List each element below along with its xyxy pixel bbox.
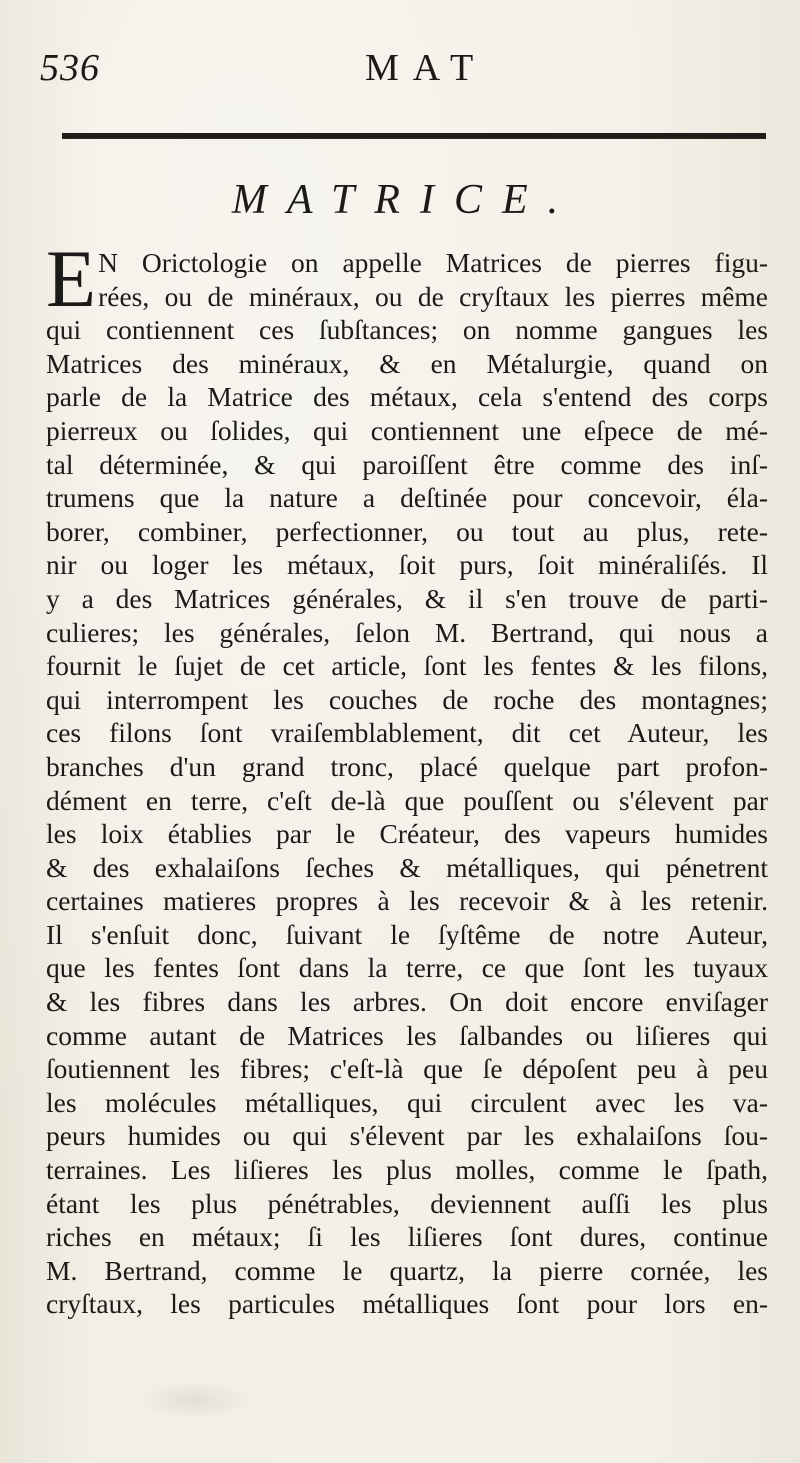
- text-line: qui interrompent les couches de roche des montagnes;: [46, 683, 768, 715]
- text-line: borer, combiner, perfectionner, ou tout au plus, rete-: [46, 515, 768, 547]
- text-line: Il s'enſuit donc, ſuivant le ſyſtême de notre Auteur,: [46, 918, 768, 950]
- text-line: que les fentes ſont dans la terre, ce que ſont les tuyaux: [46, 952, 768, 984]
- text-line: les molécules métalliques, qui circulent avec les va-: [46, 1086, 768, 1118]
- text-line: trumens que la nature a deſtinée pour concevoir, éla-: [46, 482, 768, 514]
- text-line: les loix établies par le Créateur, des vapeurs humides: [46, 818, 768, 850]
- text-line: dément en terre, c'eſt de-là que pouſſent ou s'élevent par: [46, 784, 768, 816]
- paper-stain: [140, 1380, 250, 1420]
- text-line: tal déterminée, & qui paroiſſent être comme des inſ-: [46, 448, 768, 480]
- text-line: nir ou loger les métaux, ſoit purs, ſoit minéraliſés. Il: [46, 549, 768, 581]
- text-line: peurs humides ou qui s'élevent par les exhalaiſons ſou-: [46, 1120, 768, 1152]
- article-body: [46, 233, 768, 1321]
- text-line: ſoutiennent les fibres; c'eſt-là que ſe dépoſent peu à peu: [46, 1053, 768, 1085]
- header-rule: [62, 133, 766, 139]
- running-head: MAT: [365, 47, 488, 89]
- text-line: certaines matieres propres à les recevoir & à les retenir.: [46, 885, 768, 917]
- text-line: comme autant de Matrices les ſalbandes ou liſieres qui: [46, 1019, 768, 1051]
- page-header: [0, 44, 800, 104]
- text-line: riches en métaux; ſi les liſieres ſont dures, continue: [46, 1221, 768, 1253]
- text-line: ces filons ſont vraiſemblablement, dit cet Auteur, les: [46, 717, 768, 749]
- text-line: culieres; les générales, ſelon M. Bertrand, qui nous a: [46, 616, 768, 648]
- text-line: cryſtaux, les particules métalliques ſont pour lors en-: [46, 1288, 768, 1320]
- text-line: M. Bertrand, comme le quartz, la pierre cornée, les: [46, 1254, 768, 1286]
- text-line: qui contiennent ces ſubſtances; on nomme gangues les: [46, 314, 768, 346]
- page-number: 536: [40, 47, 100, 89]
- text-line: pierreux ou ſolides, qui contiennent une eſpece de mé-: [46, 414, 768, 446]
- text-line: parle de la Matrice des métaux, cela s'entend des corps: [46, 381, 768, 413]
- text-line: rées, ou de minéraux, ou de cryſtaux les pierres même: [98, 280, 768, 312]
- text-line: N Orictologie on appelle Matrices de pierres figu-: [98, 247, 768, 278]
- article-title: MATRICE.: [231, 177, 579, 223]
- text-line: fournit le ſujet de cet article, ſont les fentes & les filons,: [46, 650, 768, 682]
- text-line: étant les plus pénétrables, deviennent auſſi les plus: [46, 1187, 768, 1219]
- text-line: branches d'un grand tronc, placé quelque part profon-: [46, 750, 768, 782]
- text-line: & des exhalaiſons ſeches & métalliques, qui pénetrent: [46, 851, 768, 883]
- text-line: y a des Matrices générales, & il s'en trouve de parti-: [46, 582, 768, 614]
- text-line: & les fibres dans les arbres. On doit encore enviſager: [46, 986, 768, 1018]
- drop-cap: E: [46, 233, 97, 324]
- text-line: terraines. Les liſieres les plus molles, comme le ſpath,: [46, 1154, 768, 1186]
- text-line: Matrices des minéraux, & en Métalurgie, quand on: [46, 347, 768, 379]
